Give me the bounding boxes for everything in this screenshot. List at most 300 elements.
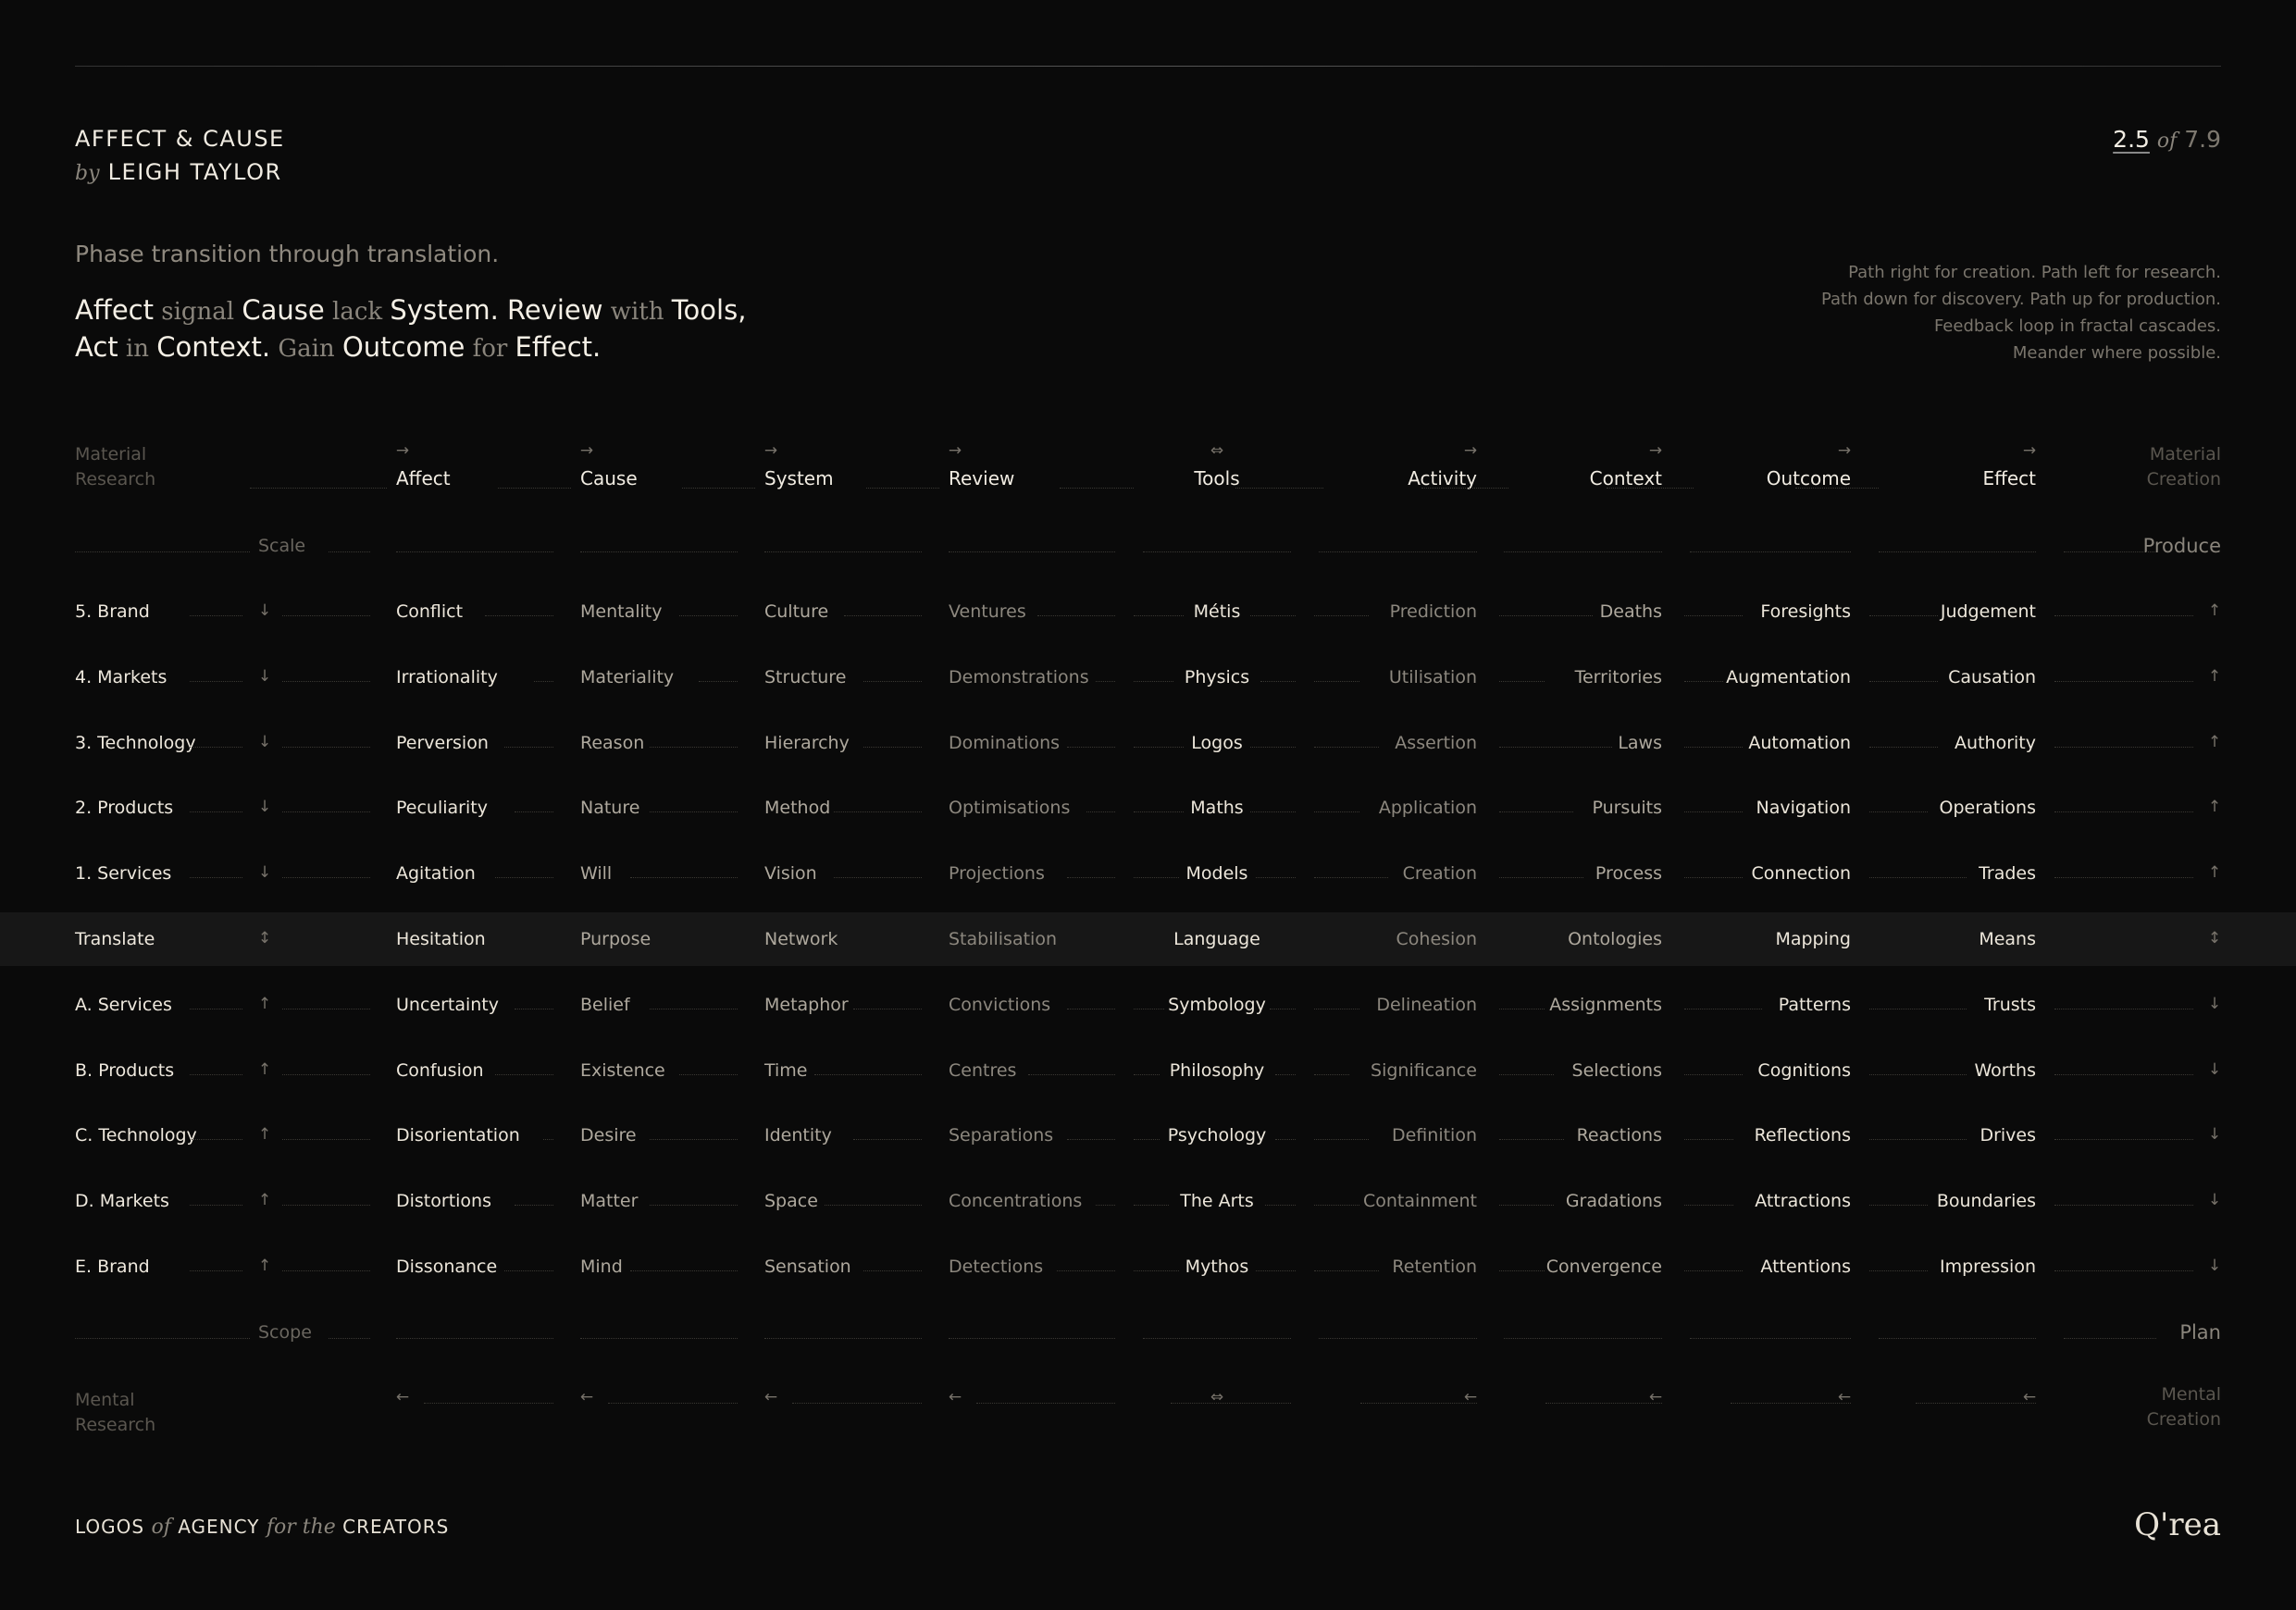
- dotted-leader: [1057, 1270, 1115, 1272]
- matrix-cell: Separations: [949, 1125, 1054, 1146]
- dotted-leader: [844, 615, 923, 617]
- matrix-cell: Definition: [1391, 1125, 1477, 1146]
- row-label: 1. Services: [75, 863, 172, 884]
- matrix-cell: Worths: [1974, 1060, 2036, 1081]
- matrix-cell: Assertion: [1395, 733, 1477, 753]
- dotted-leader: [1499, 1074, 1554, 1076]
- matrix-cell: Judgement: [1940, 601, 2036, 622]
- matrix-cell: Identity: [764, 1125, 832, 1146]
- column-arrow: →: [1463, 441, 1478, 460]
- row-end-arrow: ↓: [2207, 995, 2222, 1013]
- brand-logo: Q'rea: [2134, 1506, 2221, 1543]
- dotted-leader: [282, 1074, 370, 1076]
- matrix-cell: Connection: [1751, 863, 1851, 884]
- row-end-arrow: ↑: [2207, 863, 2222, 882]
- row-end-arrow: ↓: [2207, 1125, 2222, 1144]
- dotted-leader: [2054, 681, 2193, 683]
- by-word: by: [75, 162, 100, 185]
- matrix-cell: Assignments: [1549, 995, 1662, 1015]
- dotted-leader: [396, 551, 553, 553]
- dotted-leader: [75, 1338, 250, 1340]
- dotted-leader: [1421, 488, 1508, 489]
- dotted-leader: [1607, 488, 1694, 489]
- dotted-leader: [1499, 747, 1612, 749]
- dotted-leader: [1260, 681, 1296, 683]
- matrix-cell: Prediction: [1389, 601, 1477, 622]
- matrix-cell: Will: [580, 863, 613, 884]
- dotted-leader: [1134, 1139, 1160, 1141]
- matrix-cell: Hesitation: [396, 929, 486, 949]
- dotted-leader: [1275, 1074, 1297, 1076]
- matrix-cell: Agitation: [396, 863, 476, 884]
- dotted-leader: [1504, 551, 1662, 553]
- dotted-leader: [1545, 1403, 1662, 1405]
- dotted-leader: [504, 1270, 553, 1272]
- matrix-cell: Hierarchy: [764, 733, 850, 753]
- dotted-leader: [2054, 1009, 2193, 1010]
- row-label: D. Markets: [75, 1191, 169, 1211]
- dotted-leader: [853, 1009, 922, 1010]
- matrix-cell: Physics: [1184, 667, 1250, 687]
- matrix-cell: Gradations: [1565, 1191, 1662, 1211]
- row-end-arrow: ↑: [2207, 733, 2222, 751]
- row-label: 4. Markets: [75, 667, 168, 687]
- dotted-leader: [1869, 1074, 1967, 1076]
- matrix-cell: Optimisations: [949, 798, 1071, 818]
- dotted-leader: [1265, 1205, 1296, 1207]
- corner-line: Mental: [2161, 1384, 2221, 1405]
- dotted-leader: [2064, 1338, 2156, 1340]
- dotted-leader: [75, 551, 250, 553]
- dotted-leader: [1250, 811, 1296, 813]
- dotted-leader: [1499, 615, 1593, 617]
- dotted-leader: [1869, 1270, 1928, 1272]
- corner-bottom-left: [75, 1388, 155, 1438]
- matrix-cell: Ontologies: [1568, 929, 1662, 949]
- dotted-leader: [2054, 615, 2193, 617]
- corner-line: Research: [75, 469, 156, 489]
- dotted-leader: [764, 1338, 922, 1340]
- matrix-cell: Pursuits: [1592, 798, 1662, 818]
- dotted-leader: [949, 1338, 1115, 1340]
- dotted-leader: [976, 1403, 1115, 1405]
- matrix-cell: Structure: [764, 667, 847, 687]
- matrix-cell: Concentrations: [949, 1191, 1083, 1211]
- dotted-leader: [1319, 1338, 1477, 1340]
- matrix-cell: Centres: [949, 1060, 1017, 1081]
- dotted-leader: [1690, 1338, 1851, 1340]
- dotted-leader: [1499, 1139, 1564, 1141]
- matrix-cell: Psychology: [1167, 1125, 1267, 1146]
- matrix-cell: Culture: [764, 601, 829, 622]
- row-label: E. Brand: [75, 1257, 150, 1277]
- row-direction-arrow: ↑: [257, 1125, 272, 1144]
- matrix-cell: Irrationality: [396, 667, 498, 687]
- matrix-cell: Matter: [580, 1191, 639, 1211]
- dotted-leader: [2064, 551, 2156, 553]
- dotted-leader: [1314, 681, 1359, 683]
- dotted-leader: [608, 1403, 738, 1405]
- column-bottom-arrow: ←: [395, 1388, 410, 1406]
- dotted-leader: [1869, 747, 1938, 749]
- row-label: B. Products: [75, 1060, 175, 1081]
- column-arrow: →: [763, 441, 778, 460]
- row-label: 5. Brand: [75, 601, 150, 622]
- dotted-leader: [282, 1205, 370, 1207]
- dotted-leader: [1684, 1074, 1743, 1076]
- matrix-cell: Existence: [580, 1060, 665, 1081]
- dotted-leader: [190, 1009, 242, 1010]
- matrix-cell: Attentions: [1760, 1257, 1851, 1277]
- row-label: C. Technology: [75, 1125, 197, 1146]
- matrix-cell: Containment: [1362, 1191, 1477, 1211]
- dotted-leader: [1684, 681, 1723, 683]
- author-name: LEIGH TAYLOR: [107, 159, 282, 185]
- dotted-leader: [825, 1205, 923, 1207]
- dotted-leader: [1499, 681, 1545, 683]
- row-direction-arrow: ↓: [257, 667, 272, 686]
- statement-word: signal: [153, 298, 242, 326]
- dotted-leader: [1314, 1205, 1359, 1207]
- dotted-leader: [853, 1139, 922, 1141]
- dotted-leader: [2054, 811, 2193, 813]
- matrix-cell: Philosophy: [1169, 1060, 1265, 1081]
- row-direction-arrow: ↕: [257, 929, 272, 947]
- matrix-cell: Causation: [1948, 667, 2036, 687]
- row-end-arrow: ↑: [2207, 798, 2222, 816]
- dotted-leader: [190, 615, 242, 617]
- matrix-cell: Peculiarity: [396, 798, 488, 818]
- dotted-leader: [543, 1139, 553, 1141]
- dotted-leader: [1684, 615, 1743, 617]
- matrix-cell: Reason: [580, 733, 645, 753]
- dotted-leader: [1134, 1270, 1179, 1272]
- statement-word: Gain: [270, 335, 342, 363]
- matrix-cell: Automation: [1748, 733, 1851, 753]
- matrix-cell: Space: [764, 1191, 818, 1211]
- corner-line: Material: [75, 444, 147, 464]
- column-bottom-arrow: ←: [763, 1388, 778, 1406]
- dotted-leader: [863, 1270, 923, 1272]
- dotted-leader: [1869, 1205, 1928, 1207]
- axis-scale: Scale: [258, 536, 306, 556]
- statement-word: Effect.: [515, 331, 602, 363]
- row-label: A. Services: [75, 995, 172, 1015]
- corner-line: Research: [75, 1415, 156, 1435]
- matrix-cell: Symbology: [1168, 995, 1266, 1015]
- statement-word: with: [602, 298, 672, 326]
- page-total: 7.9: [2184, 126, 2221, 153]
- dotted-leader: [1684, 1270, 1743, 1272]
- row-label: Translate: [75, 929, 155, 949]
- dotted-leader: [1314, 1009, 1359, 1010]
- matrix-cell: Mentality: [580, 601, 663, 622]
- dotted-leader: [1037, 615, 1115, 617]
- matrix-cell: Territories: [1574, 667, 1662, 687]
- dotted-leader: [190, 1270, 242, 1272]
- dotted-leader: [863, 747, 923, 749]
- dotted-leader: [1235, 488, 1323, 489]
- matrix-cell: Patterns: [1778, 995, 1851, 1015]
- dotted-leader: [1275, 1139, 1297, 1141]
- column-header-affect: Affect: [396, 467, 451, 489]
- column-header-outcome: Outcome: [1766, 467, 1851, 489]
- statement-word: lack: [324, 298, 391, 326]
- dotted-leader: [1134, 615, 1184, 617]
- column-arrow: ⇔: [1210, 441, 1224, 460]
- column-bottom-arrow: ←: [1463, 1388, 1478, 1406]
- dotted-leader: [1250, 747, 1296, 749]
- dotted-leader: [1314, 1139, 1369, 1141]
- row-direction-arrow: ↑: [257, 1060, 272, 1079]
- footer-of: of: [151, 1516, 171, 1539]
- dotted-leader: [2054, 747, 2193, 749]
- statement-word: Tools,: [671, 294, 747, 326]
- dotted-leader: [1499, 811, 1573, 813]
- matrix-cell: Sensation: [764, 1257, 851, 1277]
- matrix-cell: Distortions: [396, 1191, 491, 1211]
- matrix-cell: Cognitions: [1757, 1060, 1851, 1081]
- matrix-cell: Demonstrations: [949, 667, 1089, 687]
- column-header-context: Context: [1589, 467, 1662, 489]
- footer-tagline: [75, 1516, 449, 1539]
- dotted-leader: [814, 1074, 922, 1076]
- matrix-cell: Belief: [580, 995, 630, 1015]
- row-direction-arrow: ↓: [257, 863, 272, 882]
- dotted-leader: [1879, 551, 2036, 553]
- matrix-cell: Dissonance: [396, 1257, 498, 1277]
- column-bottom-arrow: ⇔: [1210, 1388, 1224, 1406]
- dotted-leader: [1916, 1403, 2036, 1405]
- matrix-cell: Attractions: [1755, 1191, 1851, 1211]
- dotted-leader: [1028, 1074, 1116, 1076]
- matrix-cell: Vision: [764, 863, 817, 884]
- dotted-leader: [650, 811, 738, 813]
- dotted-leader: [630, 877, 738, 879]
- row-end-arrow: ↓: [2207, 1060, 2222, 1079]
- dotted-leader: [1250, 615, 1296, 617]
- footer-agency: AGENCY: [178, 1516, 260, 1538]
- matrix-cell: Mythos: [1185, 1257, 1249, 1277]
- dotted-leader: [2054, 1139, 2193, 1141]
- dotted-leader: [679, 1074, 738, 1076]
- corner-top-right: [2147, 442, 2221, 492]
- matrix-cell: Nature: [580, 798, 640, 818]
- dotted-leader: [190, 1139, 242, 1141]
- matrix-cell: Materiality: [580, 667, 675, 687]
- corner-line: Material: [2149, 444, 2221, 464]
- corner-line: Creation: [2146, 1409, 2221, 1430]
- dotted-leader: [1314, 615, 1369, 617]
- dotted-leader: [1684, 1205, 1733, 1207]
- matrix-cell: Mind: [580, 1257, 623, 1277]
- column-header-cause: Cause: [580, 467, 638, 489]
- dotted-leader: [515, 1205, 554, 1207]
- dotted-leader: [282, 1139, 370, 1141]
- dotted-leader: [515, 1009, 554, 1010]
- matrix-cell: Maths: [1190, 798, 1244, 818]
- dotted-leader: [630, 1270, 738, 1272]
- dotted-leader: [1171, 1403, 1291, 1405]
- dotted-leader: [1684, 1009, 1762, 1010]
- page-title: AFFECT & CAUSE: [75, 126, 285, 152]
- dotted-leader: [1314, 811, 1359, 813]
- matrix-cell: Navigation: [1756, 798, 1851, 818]
- matrix-cell: Deaths: [1599, 601, 1662, 622]
- dotted-leader: [190, 877, 242, 879]
- dotted-leader: [580, 551, 738, 553]
- dotted-leader: [2054, 877, 2193, 879]
- matrix-cell: Logos: [1191, 733, 1243, 753]
- matrix-cell: Retention: [1392, 1257, 1477, 1277]
- dotted-leader: [1134, 811, 1184, 813]
- dotted-leader: [2054, 1270, 2193, 1272]
- column-arrow: →: [1648, 441, 1663, 460]
- dotted-leader: [580, 1338, 738, 1340]
- dotted-leader: [250, 488, 387, 489]
- matrix-cell: Reactions: [1576, 1125, 1662, 1146]
- row-direction-arrow: ↓: [257, 601, 272, 620]
- matrix-cell: Stabilisation: [949, 929, 1057, 949]
- dotted-leader: [1684, 811, 1743, 813]
- dotted-leader: [1134, 1074, 1160, 1076]
- matrix-cell: Confusion: [396, 1060, 484, 1081]
- dotted-leader: [282, 1009, 370, 1010]
- matrix-cell: Trusts: [1984, 995, 2036, 1015]
- dotted-leader: [515, 811, 554, 813]
- dotted-leader: [424, 1403, 553, 1405]
- column-bottom-arrow: ←: [1837, 1388, 1852, 1406]
- row-end-arrow: ↕: [2207, 929, 2222, 947]
- dotted-leader: [1731, 1403, 1851, 1405]
- dotted-leader: [2054, 1205, 2193, 1207]
- matrix-cell: The Arts: [1180, 1191, 1254, 1211]
- matrix-cell: Foresights: [1760, 601, 1851, 622]
- matrix-cell: Reflections: [1754, 1125, 1851, 1146]
- dotted-leader: [1684, 877, 1743, 879]
- matrix-cell: Operations: [1939, 798, 2036, 818]
- matrix-cell: Trades: [1979, 863, 2036, 884]
- column-arrow: →: [579, 441, 594, 460]
- dotted-leader: [699, 681, 738, 683]
- column-arrow: →: [948, 441, 962, 460]
- column-bottom-arrow: ←: [1648, 1388, 1663, 1406]
- dotted-leader: [949, 551, 1115, 553]
- dotted-leader: [1096, 681, 1115, 683]
- dotted-leader: [1314, 1074, 1349, 1076]
- dotted-leader: [190, 681, 242, 683]
- dotted-leader: [1067, 1009, 1116, 1010]
- row-direction-arrow: ↓: [257, 798, 272, 816]
- dotted-leader: [1504, 1338, 1662, 1340]
- row-direction-arrow: ↑: [257, 1257, 272, 1275]
- statement-word: in: [118, 335, 157, 363]
- column-arrow: →: [2022, 441, 2037, 460]
- matrix-cell: Significance: [1371, 1060, 1477, 1081]
- matrix-cell: Cohesion: [1396, 929, 1477, 949]
- dotted-leader: [190, 1074, 242, 1076]
- dotted-leader: [190, 811, 242, 813]
- dotted-leader: [1134, 1009, 1164, 1010]
- path-line: Meander where possible.: [2012, 343, 2221, 363]
- row-direction-arrow: ↑: [257, 1191, 272, 1209]
- dotted-leader: [329, 551, 370, 553]
- tagline: Phase transition through translation.: [75, 241, 500, 267]
- statement-word: Affect: [75, 294, 154, 326]
- dotted-leader: [1869, 615, 1938, 617]
- dotted-leader: [1256, 1270, 1297, 1272]
- row-label: 2. Products: [75, 798, 174, 818]
- dotted-leader: [792, 1403, 922, 1405]
- row-label: 3. Technology: [75, 733, 196, 753]
- matrix-cell: Impression: [1940, 1257, 2036, 1277]
- column-header-review: Review: [949, 467, 1015, 489]
- matrix-cell: Creation: [1402, 863, 1477, 884]
- matrix-cell: Convergence: [1545, 1257, 1662, 1277]
- matrix-cell: Conflict: [396, 601, 464, 622]
- column-bottom-arrow: ←: [579, 1388, 594, 1406]
- dotted-leader: [1134, 681, 1173, 683]
- axis-scope: Scope: [258, 1322, 312, 1343]
- dotted-leader: [650, 1139, 738, 1141]
- matrix-cell: Language: [1173, 929, 1260, 949]
- dotted-leader: [1499, 1205, 1554, 1207]
- dotted-leader: [1134, 877, 1179, 879]
- dotted-leader: [1869, 1139, 1967, 1141]
- dotted-leader: [1143, 551, 1291, 553]
- matrix-cell: Mapping: [1775, 929, 1851, 949]
- dotted-leader: [1314, 1270, 1379, 1272]
- matrix-cell: Drives: [1980, 1125, 2036, 1146]
- dotted-leader: [1067, 747, 1116, 749]
- axis-plan: Plan: [2179, 1321, 2221, 1344]
- corner-line: Creation: [2146, 469, 2221, 489]
- footer-creators: CREATORS: [342, 1516, 450, 1538]
- matrix-cell: Ventures: [949, 601, 1026, 622]
- matrix-cell: Desire: [580, 1125, 637, 1146]
- page-current: 2.5: [2113, 126, 2150, 153]
- dotted-leader: [682, 488, 755, 489]
- statement-word: Context.: [156, 331, 271, 363]
- dotted-leader: [1086, 811, 1116, 813]
- matrix-cell: Delineation: [1376, 995, 1477, 1015]
- matrix-cell: Detections: [949, 1257, 1044, 1277]
- row-end-arrow: ↑: [2207, 601, 2222, 620]
- dotted-leader: [534, 681, 554, 683]
- dotted-leader: [1134, 747, 1184, 749]
- dotted-leader: [1314, 877, 1388, 879]
- dotted-leader: [498, 488, 571, 489]
- matrix-cell: Disorientation: [396, 1125, 520, 1146]
- matrix-cell: Authority: [1955, 733, 2036, 753]
- dotted-leader: [1270, 1009, 1296, 1010]
- column-header-effect: Effect: [1982, 467, 2036, 489]
- corner-line: Mental: [75, 1390, 135, 1410]
- matrix-cell: Perversion: [396, 733, 489, 753]
- matrix-cell: Convictions: [949, 995, 1051, 1015]
- dotted-leader: [1879, 1338, 2036, 1340]
- matrix-cell: Purpose: [580, 929, 652, 949]
- dotted-leader: [1869, 877, 1967, 879]
- column-arrow: →: [395, 441, 410, 460]
- matrix-cell: Laws: [1618, 733, 1662, 753]
- matrix-cell: Uncertainty: [396, 995, 500, 1015]
- dotted-leader: [282, 1270, 370, 1272]
- statement-word: System. Review: [390, 294, 603, 326]
- dotted-leader: [495, 877, 554, 879]
- matrix-cell: Models: [1185, 863, 1248, 884]
- column-header-activity: Activity: [1408, 467, 1477, 489]
